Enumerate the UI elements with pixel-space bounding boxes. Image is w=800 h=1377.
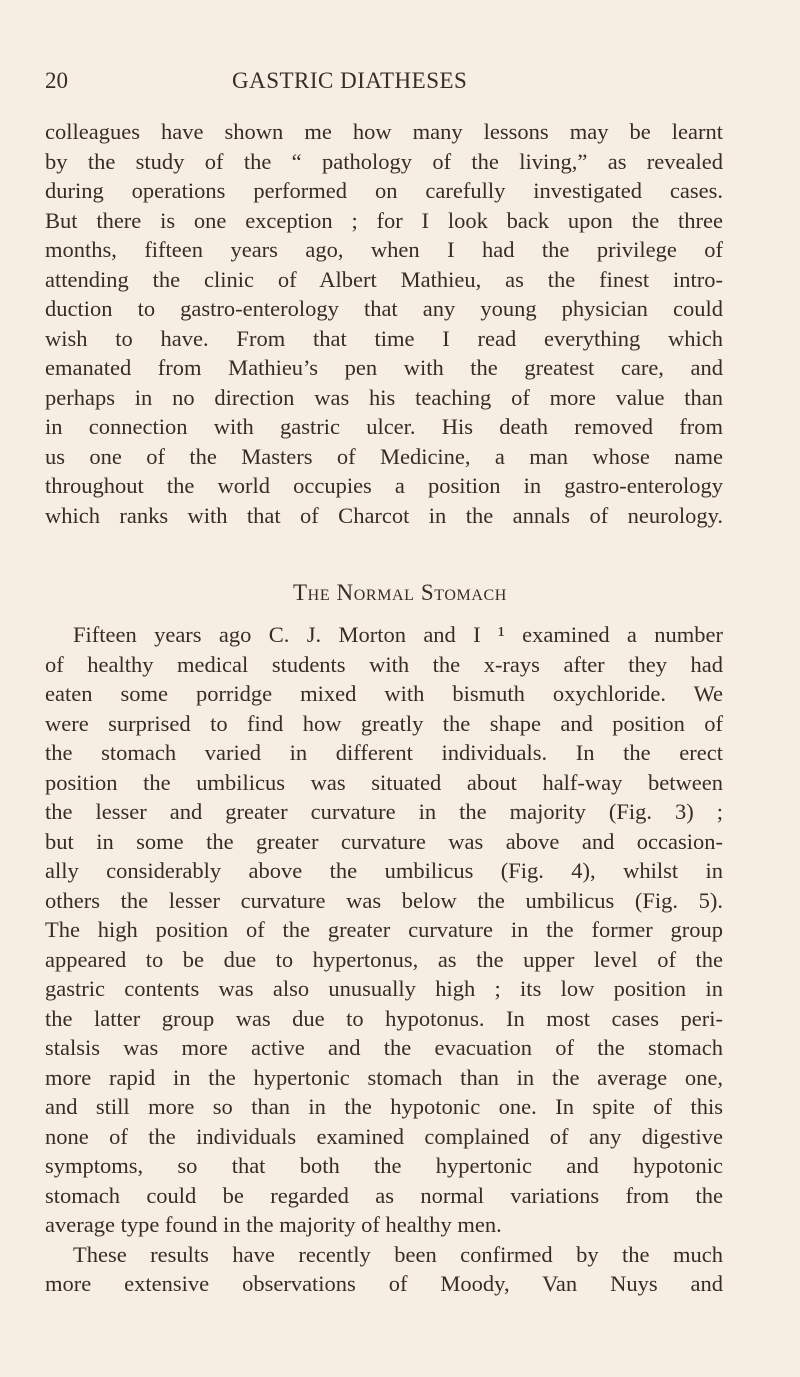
text-line: stalsis was more active and the evacuation of the stomach	[45, 1035, 723, 1060]
paragraph-2-and-3	[45, 620, 723, 1299]
text-line: in connection with gastric ulcer. His death removed from	[45, 414, 723, 439]
text-line: the lesser and greater curvature in the majority (Fig. 3) ;	[45, 799, 723, 824]
text-line: ally considerably above the umbilicus (Fig. 4), whilst in	[45, 858, 723, 883]
text-line: Fifteen years ago C. J. Morton and I ¹ examined a number	[73, 622, 723, 647]
text-line: symptoms, so that both the hypertonic and hypotonic	[45, 1153, 723, 1178]
text-line: none of the individuals examined complained of any digestive	[45, 1123, 723, 1149]
text-line: but in some the greater curvature was above and occasion-	[45, 828, 723, 854]
text-line: of healthy medical students with the x-rays after they had	[45, 651, 723, 677]
text-line: colleagues have shown me how many lessons may be learnt	[45, 119, 723, 144]
text-line: appeared to be due to hypertonus, as the upper level of the	[45, 946, 723, 972]
text-line: average type found in the majority of healthy men.	[45, 1212, 502, 1237]
text-line: gastric contents was also unusually high ; its low position in	[45, 976, 723, 1001]
text-line: The high position of the greater curvature in the former group	[45, 917, 723, 942]
text-line: and still more so than in the hypotonic one. In spite of this	[45, 1094, 723, 1119]
page-number: 20	[45, 68, 68, 93]
running-title: GASTRIC DIATHESES	[232, 68, 468, 93]
text-line: duction to gastro-enterology that any young physician could	[45, 296, 723, 321]
text-line: But there is one exception ; for I look back upon the three	[45, 207, 723, 233]
text-line: months, fifteen years ago, when I had the privilege of	[45, 237, 723, 262]
text-line: during operations performed on carefully investigated cases.	[45, 178, 723, 203]
paragraph-1	[45, 117, 723, 530]
text-line: the latter group was due to hypotonus. In most cases peri-	[45, 1005, 723, 1031]
text-line: perhaps in no direction was his teaching of more value than	[45, 384, 723, 410]
text-line: by the study of the “ pathology of the living,” as revealed	[45, 148, 723, 174]
text-line: others the lesser curvature was below the umbilicus (Fig. 5).	[45, 887, 723, 913]
text-line: stomach could be regarded as normal variations from the	[45, 1182, 723, 1208]
text-line: more rapid in the hypertonic stomach than in the average one,	[45, 1064, 723, 1090]
text-line: which ranks with that of Charcot in the annals of neurology.	[45, 502, 723, 528]
text-line: position the umbilicus was situated about half-way between	[45, 769, 723, 795]
text-line: were surprised to find how greatly the shape and position of	[45, 710, 723, 736]
text-line: eaten some porridge mixed with bismuth oxychloride. We	[45, 681, 723, 706]
text-line: throughout the world occupies a position in gastro-enterology	[45, 473, 723, 498]
section-heading: The Normal Stomach	[293, 580, 507, 605]
text-line: These results have recently been confirmed by the much	[73, 1241, 723, 1267]
text-line: wish to have. From that time I read everything which	[45, 325, 723, 351]
text-line: the stomach varied in different individuals. In the erect	[45, 740, 723, 765]
text-line: emanated from Mathieu’s pen with the greatest care, and	[45, 355, 723, 380]
text-line: more extensive observations of Moody, Van Nuys and	[45, 1271, 723, 1296]
text-line: us one of the Masters of Medicine, a man whose name	[45, 443, 723, 469]
text-line: attending the clinic of Albert Mathieu, as the finest intro-	[45, 266, 723, 292]
running-head	[45, 66, 723, 96]
